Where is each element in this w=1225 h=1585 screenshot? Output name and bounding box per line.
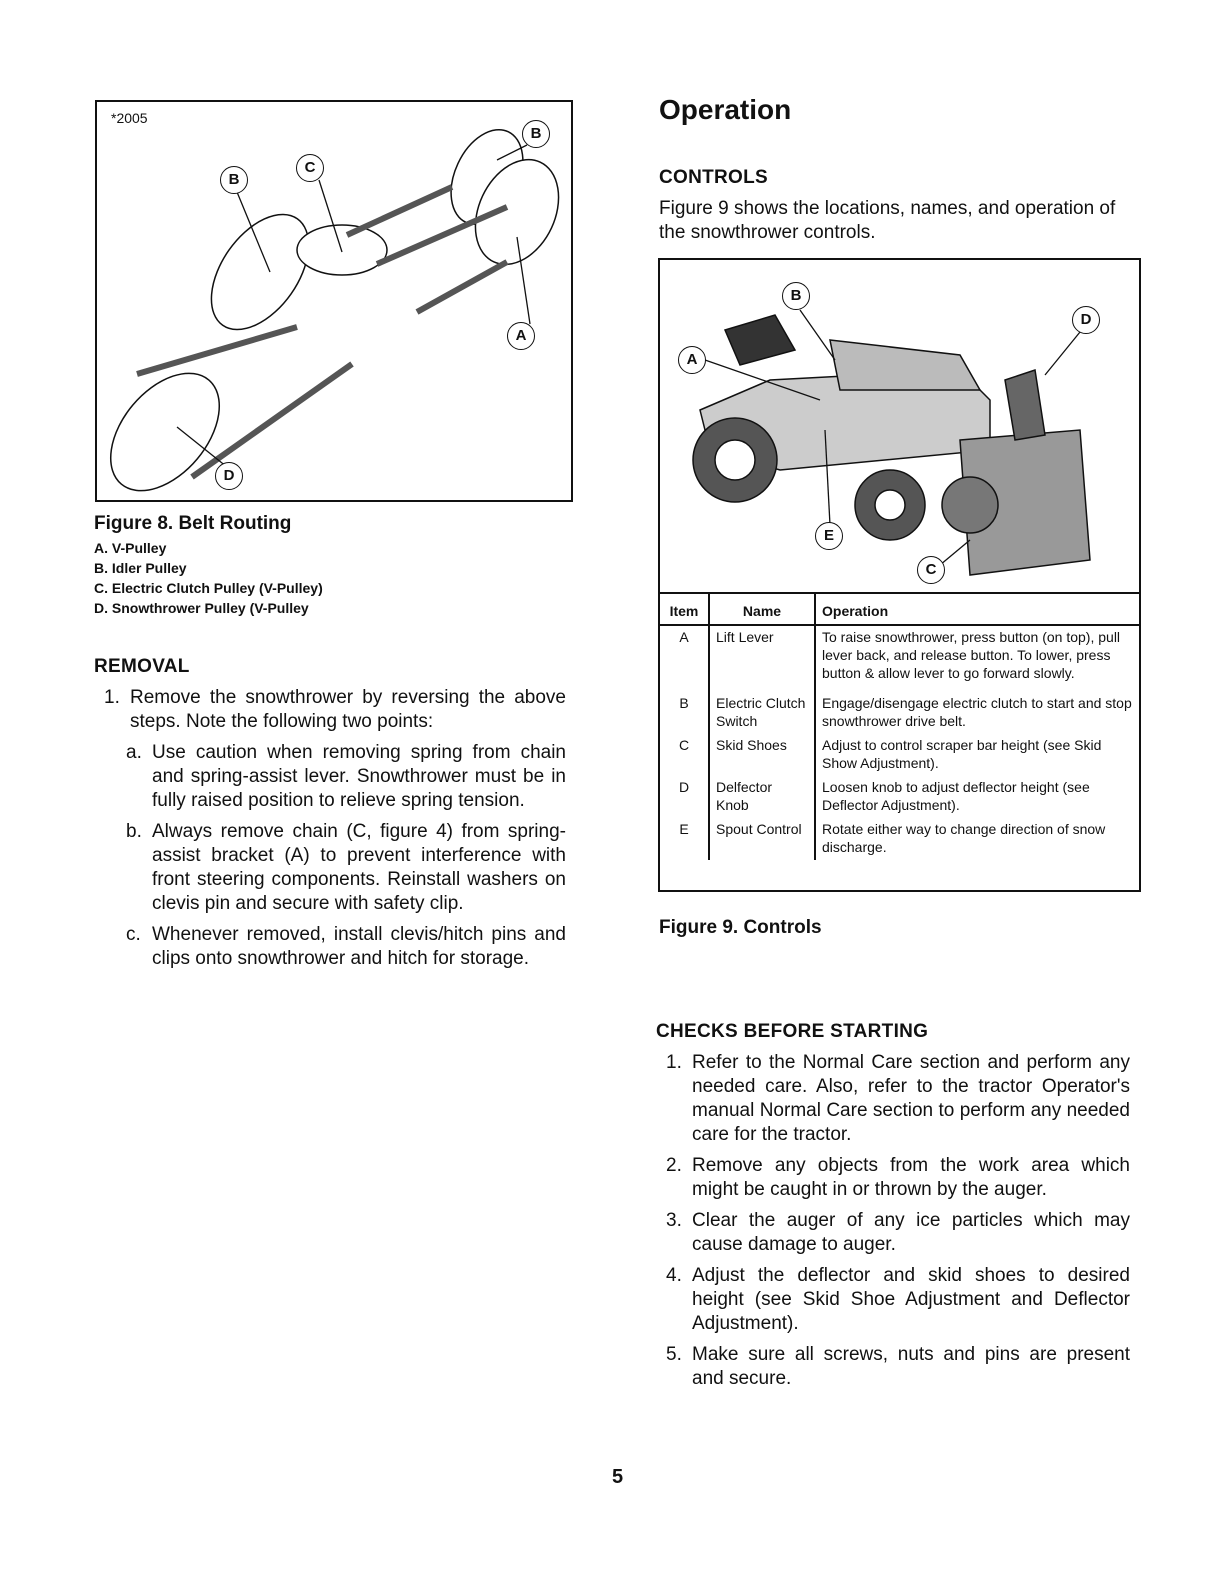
removal-substep: Whenever removed, install clevis/hitch pins and clips onto snowthrower and hitch for storage. (152, 924, 566, 969)
callout-c: C (917, 556, 945, 584)
cell-name: Delfector Knob (709, 776, 815, 818)
header-operation: Operation (815, 593, 1139, 625)
cell-item: C (660, 734, 709, 776)
figure-code: *2005 (111, 110, 148, 126)
section-title: Operation (659, 94, 792, 125)
figure-8-caption: Figure 8. Belt Routing (94, 513, 292, 534)
callout-d: D (1072, 306, 1100, 334)
belt-routing-illustration (97, 102, 571, 500)
check-item: Remove any objects from the work area which might be caught in or thrown by the auger. (692, 1155, 1130, 1200)
check-item: Make sure all screws, nuts and pins are present and secure. (692, 1344, 1130, 1389)
removal-heading: REMOVAL (94, 656, 190, 677)
check-item: Refer to the Normal Care section and perform any needed care. Also, refer to the tractor Operator's manual Normal Care section to perform any needed care for the tractor. (692, 1052, 1130, 1145)
sub-marker: a. (126, 742, 142, 763)
figure-9-controls (658, 258, 1141, 892)
legend-item: B. Idler Pulley (94, 560, 187, 576)
callout-e: E (815, 522, 843, 550)
table-header-row (660, 593, 1139, 625)
figure-9-caption: Figure 9. Controls (659, 917, 822, 938)
table-row (660, 734, 1139, 776)
header-item: Item (660, 593, 709, 625)
legend-item: A. V-Pulley (94, 540, 167, 556)
callout-c: C (296, 154, 324, 182)
removal-step-1: Remove the snowthrower by reversing the above steps. Note the following two points: (130, 687, 566, 732)
page-number: 5 (612, 1466, 624, 1488)
callout-b: B (522, 120, 550, 148)
check-item: Adjust the deflector and skid shoes to desired height (see Skid Shoe Adjustment and Deflector Adjustment). (692, 1265, 1130, 1334)
table-row (660, 776, 1139, 818)
callout-a: A (507, 322, 535, 350)
cell-operation: To raise snowthrower, press button (on top), pull lever back, and release button. To lower, press button & allow lever to go forward slowly. (822, 629, 1121, 681)
controls-intro: Figure 9 shows the locations, names, and operation of the snowthrower controls. (659, 198, 1116, 243)
cell-item: B (660, 692, 709, 734)
check-item: Clear the auger of any ice particles which may cause damage to auger. (692, 1210, 1130, 1255)
cell-operation: Rotate either way to change direction of snow discharge. (822, 821, 1106, 855)
removal-steps: 1. Remove the snowthrower by reversing the above steps. Note the following two points: a. Use caution when removing spring from chain and spring-assist lever. Snowthrower must be in fully raised position to relieve spring tension. b. Always remove chain (C, figure 4) from spring-assist bracket (A) to prevent interference with front steering components. Reinstall washers on clevis pin and secure with safety clip. c. Whenever removed, install clevis/hitch pins and clips onto snowthrower and hitch for storage. (104, 687, 566, 969)
header-name: Name (709, 593, 815, 625)
cell-name: Electric Clutch Switch (709, 692, 815, 734)
cell-name: Skid Shoes (709, 734, 815, 776)
sub-marker: c. (126, 924, 141, 945)
cell-operation: Loosen knob to adjust deflector height (see Deflector Adjustment). (822, 779, 1090, 813)
figure-8-belt-routing (95, 100, 573, 502)
table-row (660, 818, 1139, 860)
removal-substep: Always remove chain (C, figure 4) from spring-assist bracket (A) to prevent interference with front steering components. Reinstall washers on clevis pin and secure with safety clip. (152, 821, 566, 914)
callout-d: D (215, 462, 243, 490)
checks-list: 1. Refer to the Normal Care section and perform any needed care. Also, refer to the tractor Operator's manual Normal Care section to perform any needed care for the tractor. 2. Remove any objects from the work area which might be caught in or thrown by the auger. 3. Clear the auger of any ice particles which may cause damage to auger. 4. Adjust the deflector and skid shoes to desired height (see Skid Shoe Adjustment and Deflector Adjustment). 5. Make sure all screws, nuts and pins are present and secure. (666, 1052, 1130, 1389)
controls-table (660, 592, 1139, 860)
cell-operation: Engage/disengage electric clutch to start and stop snowthrower drive belt. (822, 695, 1132, 729)
checks-heading: CHECKS BEFORE STARTING (656, 1021, 929, 1042)
callout-b: B (220, 166, 248, 194)
cell-item: A (660, 625, 709, 692)
removal-substep: Use caution when removing spring from chain and spring-assist lever. Snowthrower must be in fully raised position to relieve spring tension. (152, 742, 566, 811)
table-row (660, 625, 1139, 692)
tractor-snowthrower-illustration (660, 260, 1139, 592)
cell-item: E (660, 818, 709, 860)
callout-b: B (782, 282, 810, 310)
sub-marker: b. (126, 821, 142, 842)
table-row (660, 692, 1139, 734)
cell-name: Spout Control (709, 818, 815, 860)
cell-operation: Adjust to control scraper bar height (see Skid Show Adjustment). (822, 737, 1102, 771)
callout-a: A (678, 346, 706, 374)
cell-item: D (660, 776, 709, 818)
legend-item: D. Snowthrower Pulley (V-Pulley (94, 600, 309, 616)
figure-8-legend (94, 538, 323, 618)
legend-item: C. Electric Clutch Pulley (V-Pulley) (94, 580, 323, 596)
cell-name: Lift Lever (709, 625, 815, 692)
controls-heading: CONTROLS (659, 167, 769, 188)
